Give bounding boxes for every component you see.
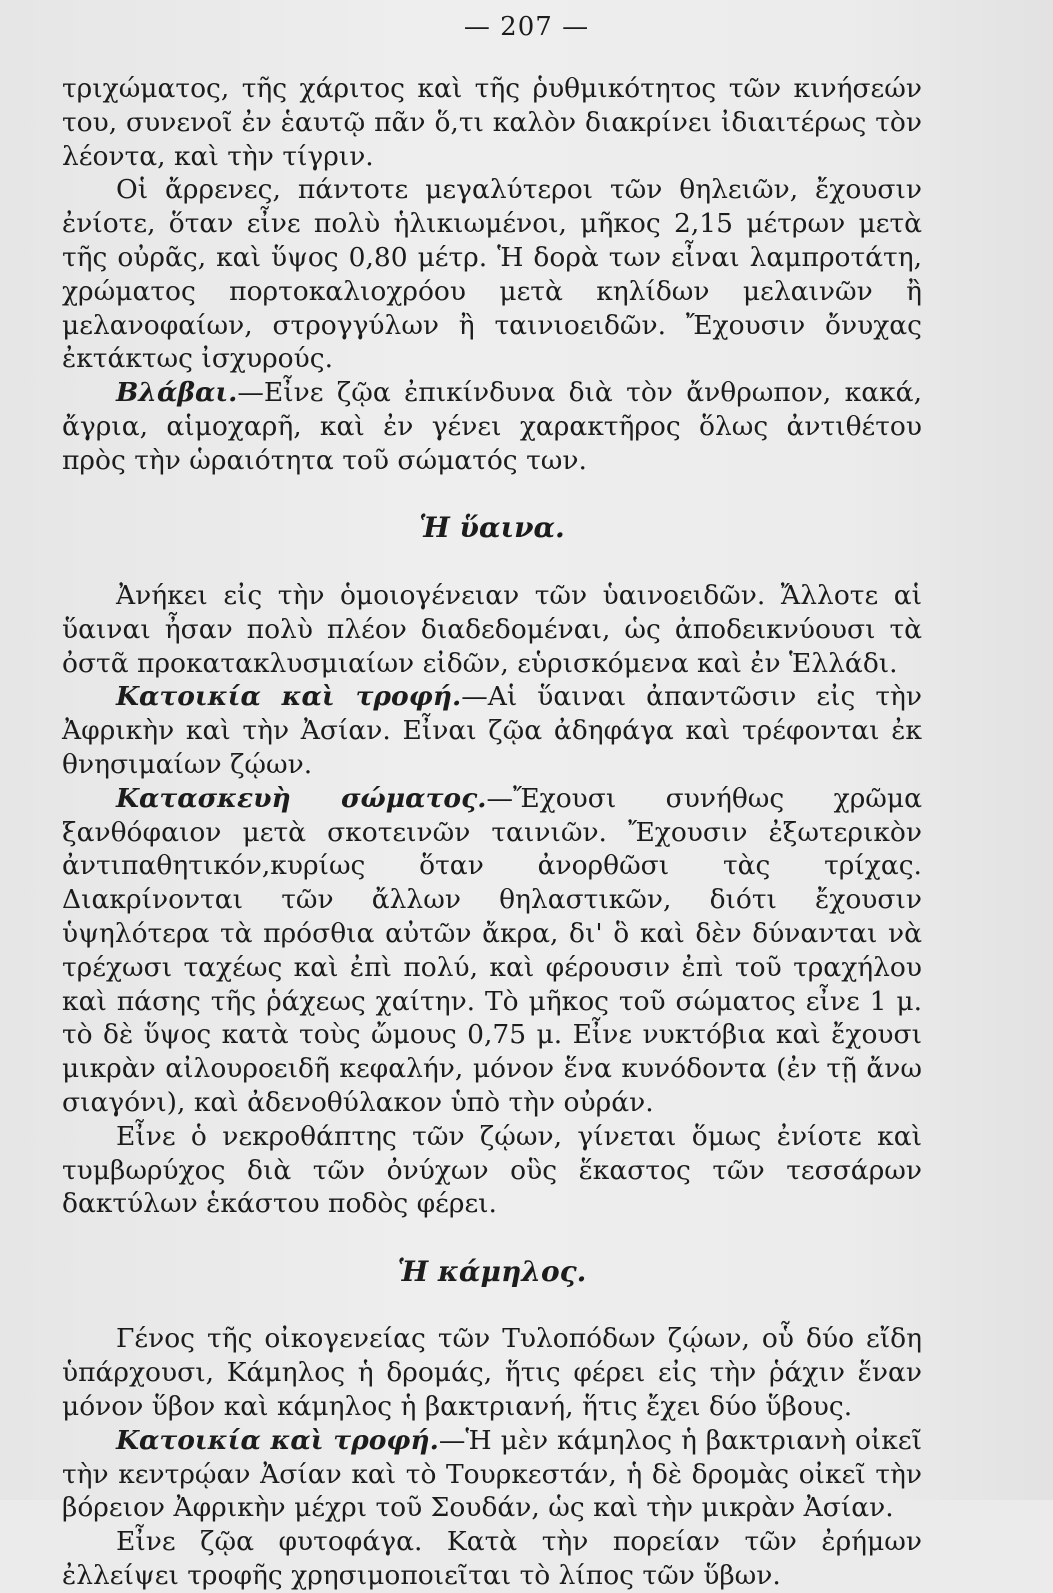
- paragraph-text: Εἶνε ζῷα φυτοφάγα. Κατὰ τὴν πορείαν τῶν ἐρήμων ἐλλείψει τροφῆς χρησιμοποιεῖται τὸ λίπος τῶν ὕβων.: [62, 1526, 922, 1592]
- paragraph-text: Εἶνε ὁ νεκροθάπτης τῶν ζῴων, γίνεται ὅμως ἐνίοτε καὶ τυμβωρύχος διὰ τῶν ὀνύχων οὓς ἕκαστος τῶν τεσσάρων δακτύλων ἑκάστου ποδὸς φέρει.: [62, 1120, 922, 1220]
- paragraph: [62, 1120, 922, 1221]
- paragraph-label: Βλάβαι.: [116, 377, 238, 409]
- paragraph-text: —Αἱ ὕαιναι ἀπαντῶσιν εἰς τὴν Ἀφρικὴν καὶ τὴν Ἀσίαν. Εἶναι ζῷα ἀδηφάγα καὶ τρέφονται ἐκ θνησιμαίων ζῴων.: [62, 681, 923, 780]
- paragraph-label: Κατασκευὴ σώματος.: [116, 782, 487, 814]
- paragraph: [62, 173, 922, 376]
- paragraph-text: —Εἶνε ζῷα ἐπικίνδυνα διὰ τὸν ἄνθρωπον, κακά, ἄγρια, αἱμοχαρῆ, καὶ ἐν γένει χαρακτῆρος ὅλως ἀντιθέτου πρὸς τὴν ὡραιότητα τοῦ σώματός των.: [62, 377, 922, 476]
- paragraph-text: Οἱ ἄρρενες, πάντοτε μεγαλύτεροι τῶν θηλειῶν, ἔχουσιν ἐνίοτε, ὅταν εἶνε πολὺ ἡλικιωμένοι, μῆκος 2,15 μέτρων μετὰ τῆς οὐρᾶς, καὶ ὕψος 0,80 μέτρ. Ἡ δορὰ των εἶναι λαμπροτάτη, χρώματος πορτοκαλιοχρόου μετὰ κηλίδων μελαινῶν ἢ μελανοφαίων, στρογγύλων ἢ ταινιοειδῶν. Ἔχουσιν ὄνυχας ἐκτάκτως ἰσχυρούς.: [62, 174, 922, 375]
- paragraph: [62, 1424, 922, 1525]
- paragraph-text: —Ἡ μὲν κάμηλος ἡ βακτριανὴ οἰκεῖ τὴν κεντρῴαν Ἀσίαν καὶ τὸ Τουρκεστάν, ἡ δὲ δρομὰς οἰκεῖ τὴν βόρειον Ἀφρικὴν μέχρι τοῦ Σουδάν, ὡς καὶ τὴν μικρὰν Ἀσίαν.: [62, 1424, 922, 1524]
- paragraph: [62, 376, 922, 477]
- blank-line: [62, 1289, 922, 1323]
- page-body: [62, 72, 922, 1593]
- paragraph-label: Κατοικία καὶ τροφή.: [116, 681, 462, 713]
- paragraph-text: Ἀνήκει εἰς τὴν ὁμοιογένειαν τῶν ὑαινοειδῶν. Ἄλλοτε αἱ ὕαιναι ἦσαν πολὺ πλέον διαδεδομέναι, ὡς ἀποδεικνύουσι τὰ ὀστᾶ προκατακλυσμιαίων εἰδῶν, εὑρισκόμενα καὶ ἐν Ἑλλάδι.: [62, 579, 922, 679]
- paragraph-label: Κατοικία καὶ τροφή.: [116, 1424, 439, 1456]
- paragraph-text: τριχώματος, τῆς χάριτος καὶ τῆς ῥυθμικότητος τῶν κινήσεών του, συνενοῖ ἐν ἑαυτῷ πᾶν ὅ,τι καλὸν διακρίνει ἰδιαιτέρως τὸν λέοντα, καὶ τὴν τίγριν.: [62, 73, 922, 172]
- blank-line: [62, 1221, 922, 1255]
- paragraph: [62, 579, 922, 680]
- paragraph-text: Γένος τῆς οἰκογενείας τῶν Τυλοπόδων ζῴων, οὗ δύο εἴδη ὑπάρχουσι, Κάμηλος ἡ δρομάς, ἥτις φέρει εἰς τὴν ῥάχιν ἕναν μόνον ὕβον καὶ κάμηλος ἡ βακτριανή, ἥτις ἔχει δύο ὕβους.: [62, 1323, 922, 1423]
- paragraph: [62, 1525, 922, 1593]
- section-heading: Ἡ ὕαινα.: [419, 511, 565, 545]
- paragraph: [62, 680, 922, 781]
- paragraph: [62, 782, 922, 1120]
- paragraph-text: —Ἔχουσι συνήθως χρῶμα ξανθόφαιον μετὰ σκοτεινῶν ταινιῶν. Ἔχουσιν ἐξωτερικὸν ἀντιπαθητικόν,κυρίως ὅταν ἀνορθῶσι τὰς τρίχας. Διακρίνονται τῶν ἄλλων θηλαστικῶν, διότι ἔχουσιν ὑψηλότερα τὰ πρόσθια αὐτῶν ἄκρα, δι' ὃ καὶ δὲν δύνανται νὰ τρέχωσι ταχέως καὶ ἐπὶ πολύ, καὶ φέρουσιν ἐπὶ τοῦ τραχήλου καὶ πάσης τῆς ῥάχεως χαίτην. Τὸ μῆκος τοῦ σώματος εἶνε 1 μ. τὸ δὲ ὕψος κατὰ τοὺς ὤμους 0,75 μ. Εἶνε νυκτόβια καὶ ἔχουσι μικρὰν αἰλουροειδῆ κεφαλήν, μόνον ἕνα κυνόδοντα (ἐν τῇ ἄνω σιαγόνι), καὶ ἀδενοθύλακον ὑπὸ τὴν οὐράν.: [62, 782, 922, 1118]
- blank-line: [62, 545, 922, 579]
- page-number: — 207 —: [463, 12, 590, 42]
- paragraph: [62, 72, 922, 173]
- blank-line: [62, 478, 922, 512]
- section-heading: Ἡ κάμηλος.: [397, 1254, 587, 1288]
- paragraph: [62, 1322, 922, 1423]
